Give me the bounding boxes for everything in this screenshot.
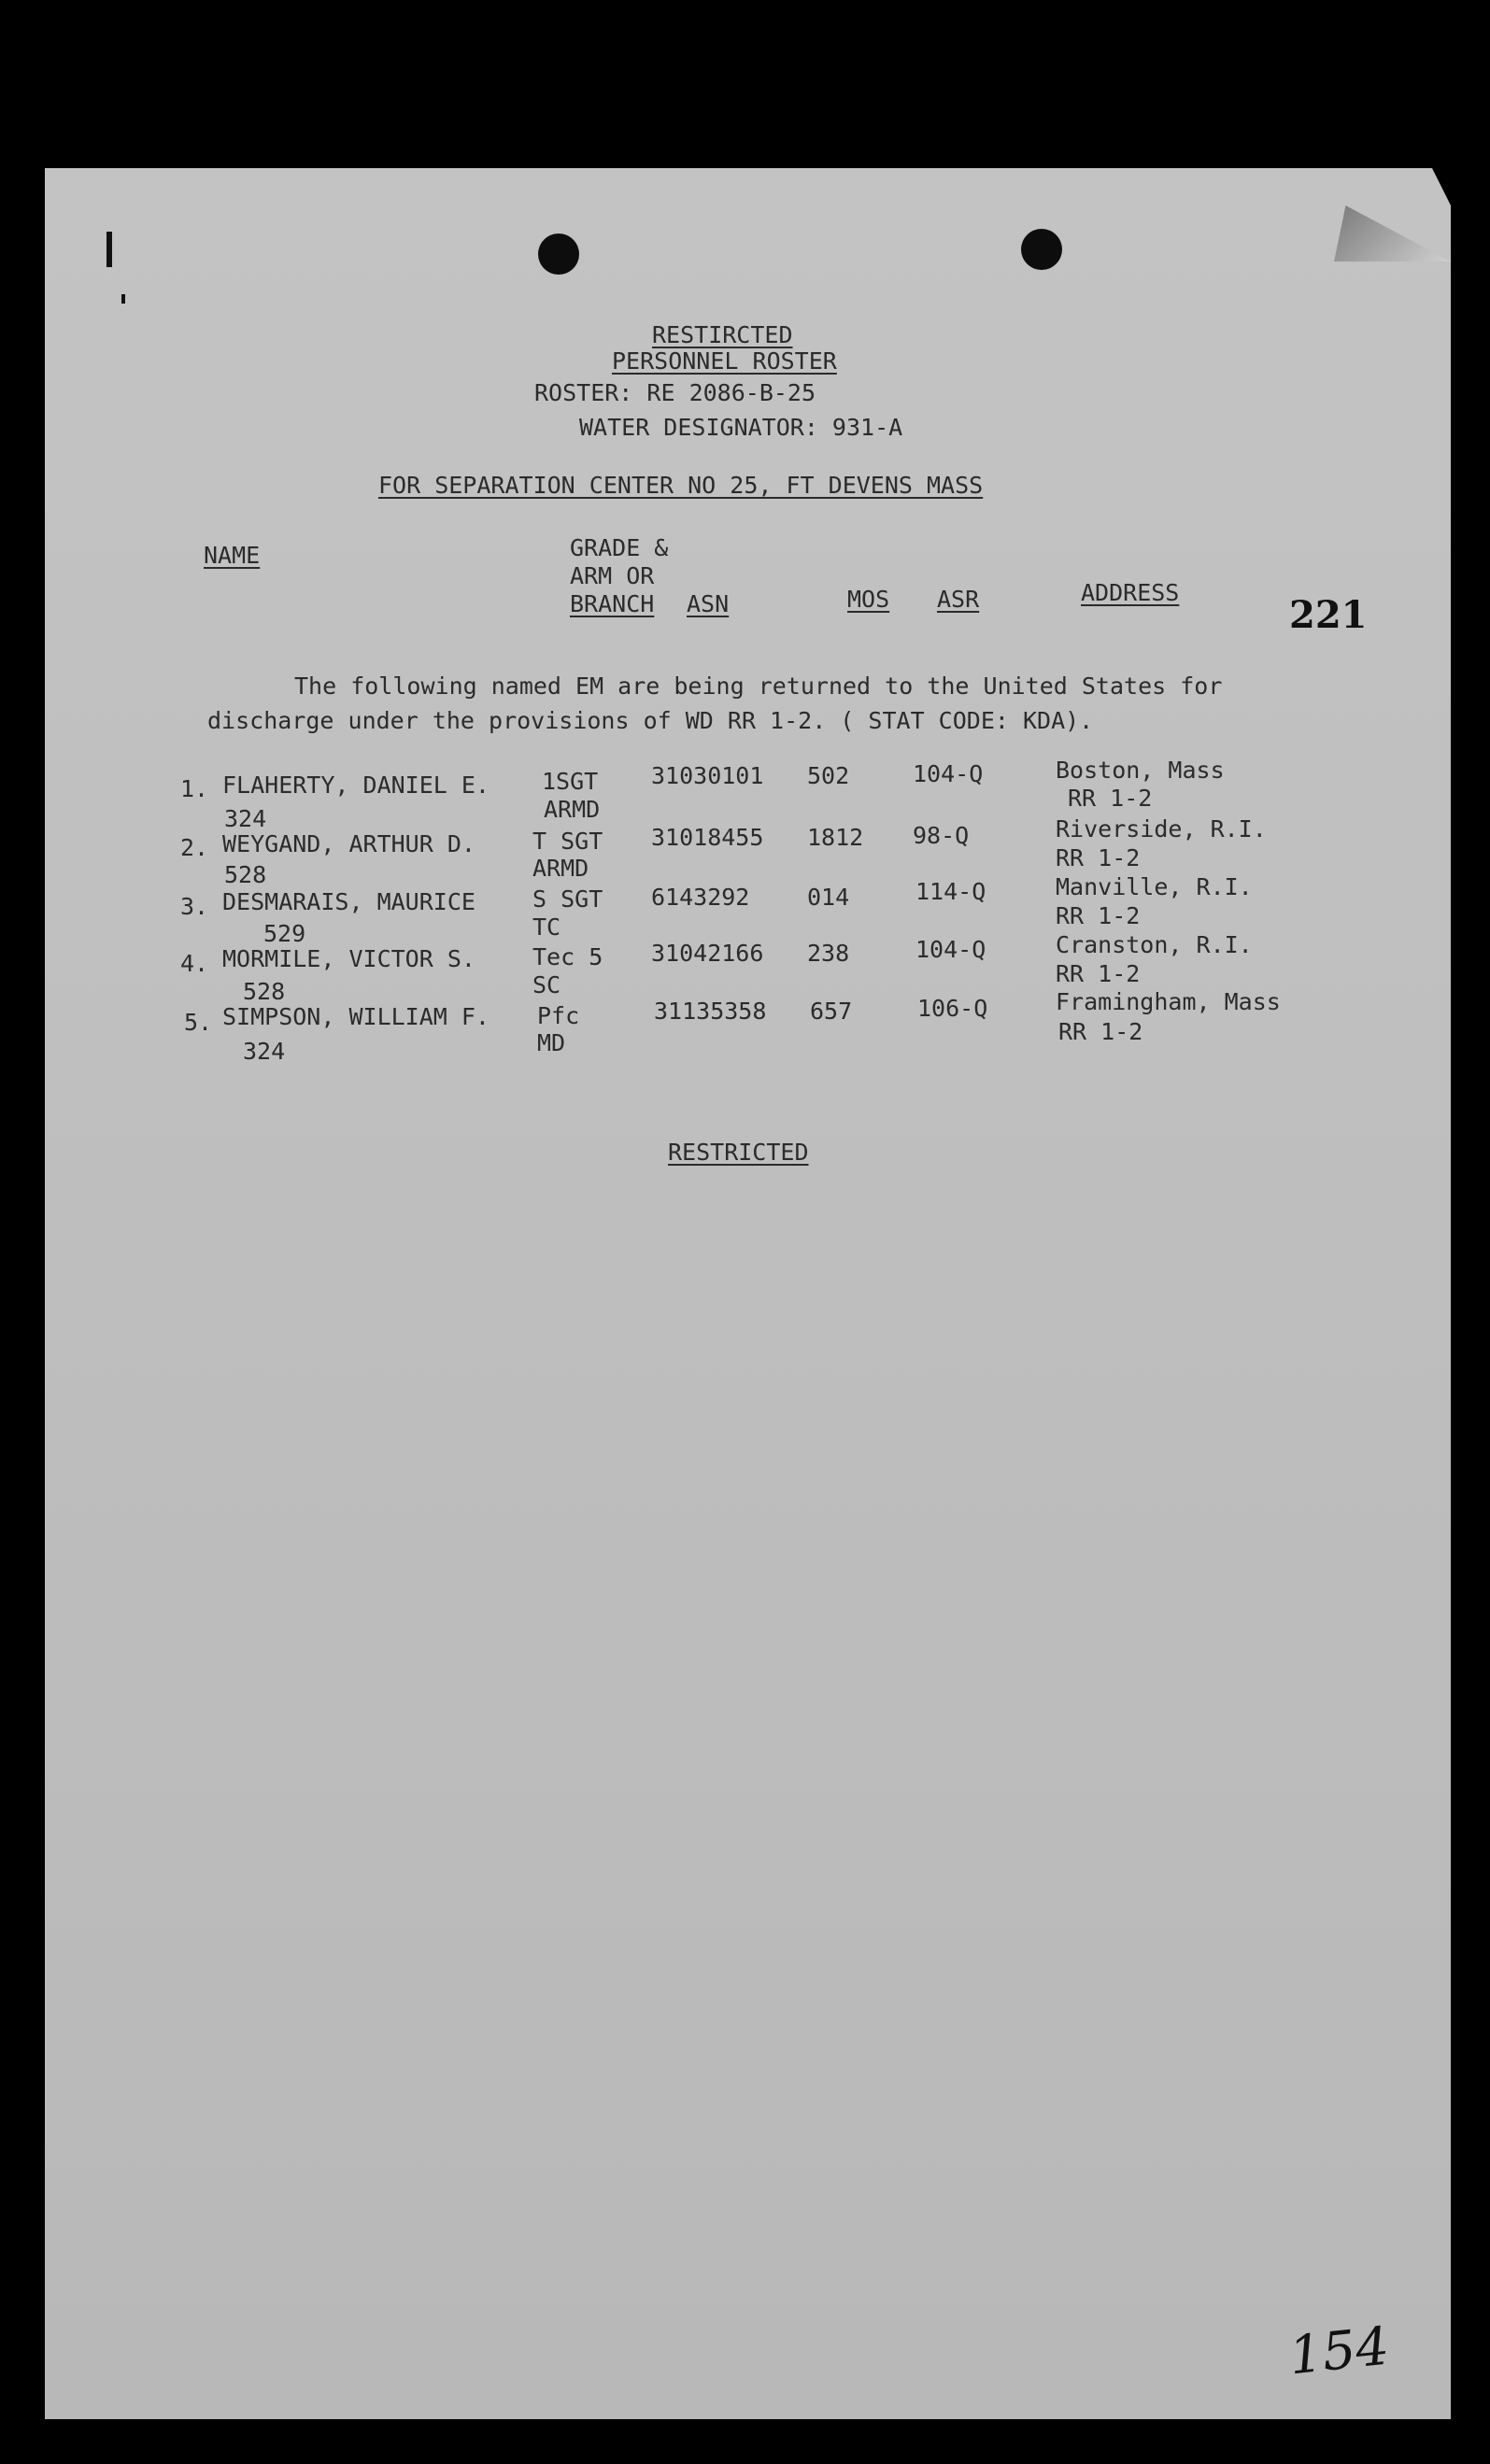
row-number: 3. [180,893,209,920]
page-title: PERSONNEL ROSTER [612,347,837,375]
page-stamp-number: 221 [1289,593,1368,637]
row-code: 324 [224,805,267,832]
col-grade-2: ARM OR [570,562,655,589]
row-address-1: Cranston, R.I. [1056,931,1253,958]
row-asr: 104-Q [915,936,986,963]
row-branch: MD [537,1029,566,1056]
row-name: FLAHERTY, DANIEL E. [222,772,490,799]
row-name: MORMILE, VICTOR S. [222,945,475,972]
restricted-top: RESTIRCTED [652,321,793,348]
row-code: 528 [224,861,267,888]
col-asr: ASR [937,586,980,613]
col-asn: ASN [687,590,730,617]
row-asn: 31042166 [651,940,764,967]
restricted-bottom: RESTRICTED [668,1139,809,1166]
row-address-1: Framingham, Mass [1056,988,1281,1015]
row-address-1: Manville, R.I. [1056,873,1253,900]
row-name: DESMARAIS, MAURICE [222,888,475,915]
row-code: 529 [263,920,306,947]
row-mos: 238 [807,940,850,967]
handwritten-page-number: 154 [1285,2315,1392,2387]
row-grade: S SGT [532,885,603,913]
row-address-2: RR 1-2 [1056,844,1141,871]
row-asn: 31030101 [651,762,764,789]
col-address: ADDRESS [1081,579,1180,606]
row-grade: Pfc [537,1002,580,1029]
row-branch: ARMD [532,855,589,882]
water-designator: WATER DESIGNATOR: 931-A [579,414,903,441]
speck [121,294,125,304]
intro-line-1: The following named EM are being returned to the United States for [294,673,1223,700]
row-mos: 657 [810,998,853,1025]
row-address-1: Boston, Mass [1056,757,1225,784]
row-asn: 31135358 [654,998,767,1025]
row-number: 5. [184,1009,213,1036]
row-mos: 014 [807,884,850,911]
row-address-2: RR 1-2 [1056,902,1141,929]
row-number: 1. [180,775,209,802]
separation-center: FOR SEPARATION CENTER NO 25, FT DEVENS MASS [378,472,984,499]
speck [106,232,112,267]
row-name: WEYGAND, ARTHUR D. [222,830,475,857]
row-number: 4. [180,950,209,977]
row-mos: 1812 [807,824,864,851]
row-code: 324 [243,1038,286,1065]
row-grade: Tec 5 [532,943,603,970]
row-asr: 98-Q [913,822,970,849]
row-grade: 1SGT [542,768,599,795]
punch-hole [538,234,579,275]
folded-corner [1334,205,1451,262]
document-page [45,168,1451,2419]
row-grade: T SGT [532,828,603,855]
col-grade-1: GRADE & [570,534,669,561]
row-number: 2. [180,834,209,861]
row-address-1: Riverside, R.I. [1056,815,1267,843]
row-asr: 114-Q [915,878,986,905]
row-asn: 6143292 [651,884,750,911]
row-address-2: RR 1-2 [1068,785,1153,812]
row-branch: SC [532,971,561,998]
row-asr: 104-Q [913,760,984,787]
row-code: 528 [243,978,286,1005]
col-mos: MOS [847,586,890,613]
row-asr: 106-Q [917,995,988,1022]
row-mos: 502 [807,762,850,789]
row-address-2: RR 1-2 [1058,1018,1143,1045]
row-name: SIMPSON, WILLIAM F. [222,1003,490,1030]
punch-hole [1021,229,1062,270]
intro-line-2: discharge under the provisions of WD RR 1-2. ( STAT CODE: KDA). [207,707,1094,734]
row-address-2: RR 1-2 [1056,960,1141,987]
row-branch: TC [532,913,561,941]
row-asn: 31018455 [651,824,764,851]
roster-line: ROSTER: RE 2086-B-25 [534,379,816,406]
row-branch: ARMD [544,796,601,823]
col-grade-3: BRANCH [570,590,655,617]
col-name: NAME [204,542,261,569]
